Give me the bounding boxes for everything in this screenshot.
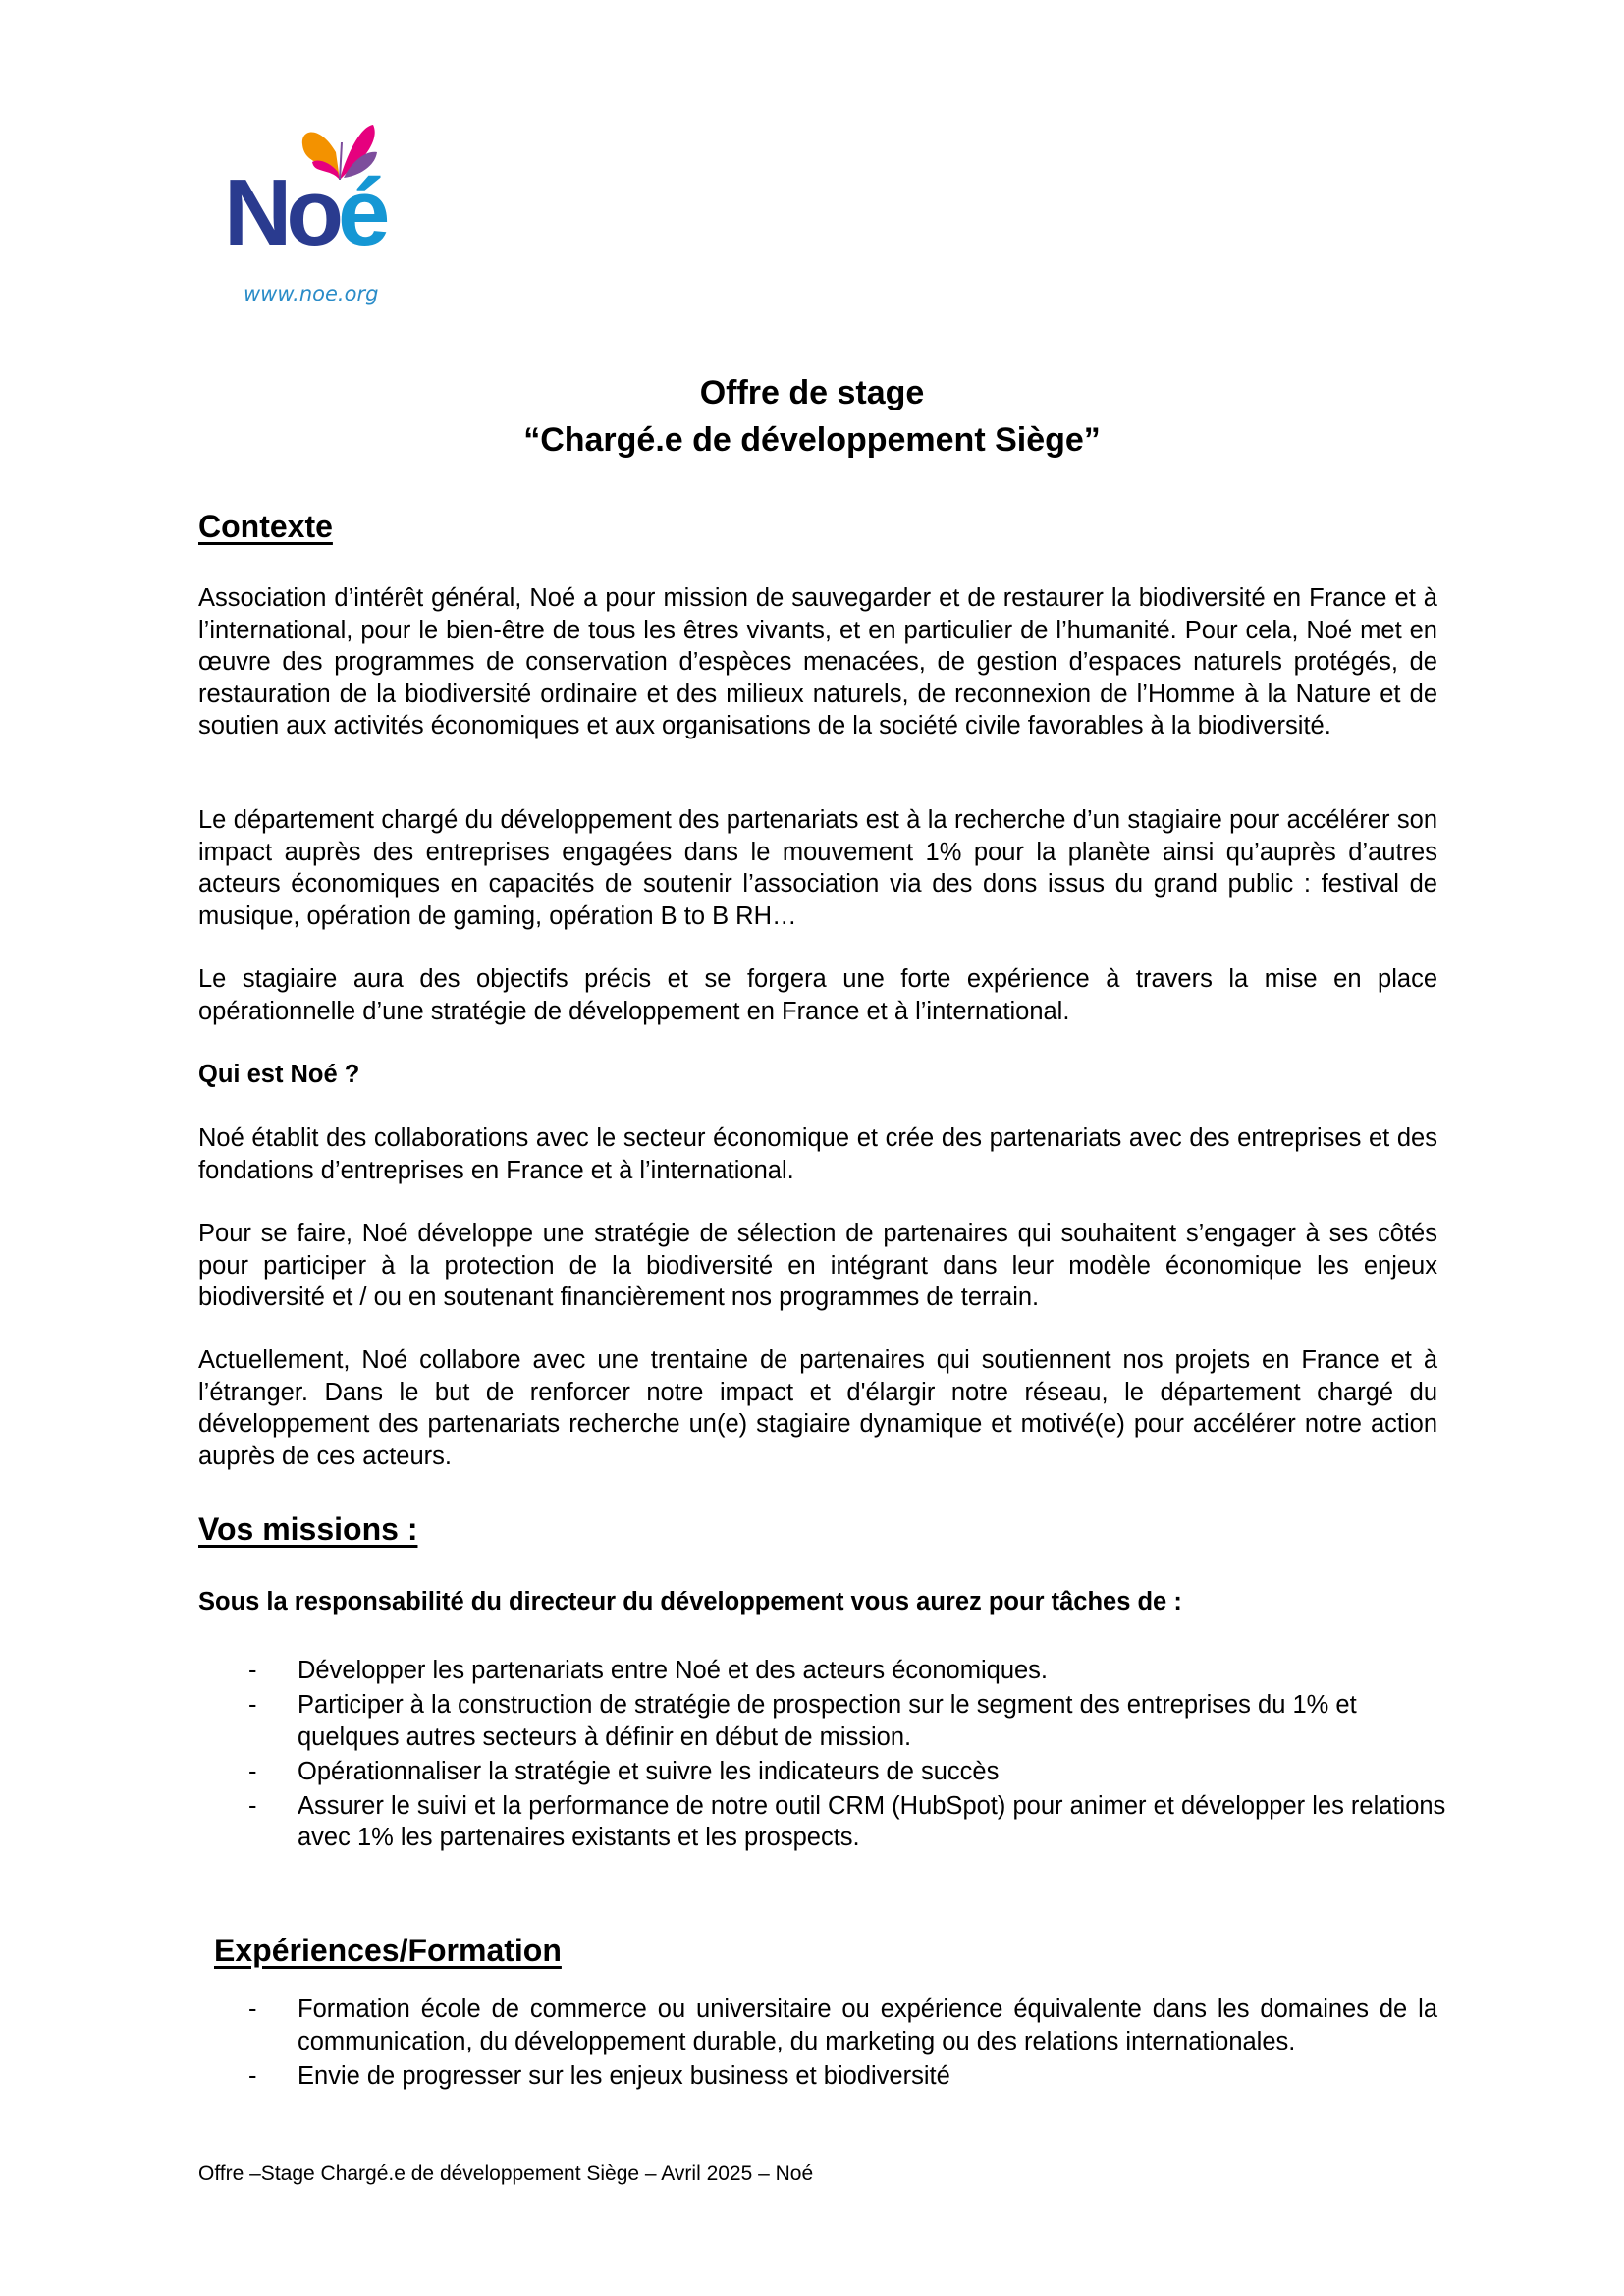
list-dash: -: [248, 1657, 257, 1684]
list-item-text: Développer les partenariats entre Noé et des acteurs économiques.: [298, 1657, 1049, 1684]
list-item-text: Opérationnaliser la stratégie et suivre les indicateurs de succès: [298, 1757, 1000, 1785]
document-subtitle: “Chargé.e de développement Siège”: [523, 421, 1101, 459]
list-dash: -: [248, 1791, 257, 1820]
logo-letter-n: N: [224, 160, 287, 265]
heading-contexte: Contexte: [198, 509, 333, 544]
qui-paragraph-1: Noé établit des collaborations avec le secteur économique et crée des partenariats avec des entreprises et des fondations d’entreprises en France et à l’international.: [198, 1124, 1437, 1184]
contexte-paragraph-2: Le département chargé du développement des partenariats est à la recherche d’un stagiaire pour accélérer son impact auprès des entreprises engagées dans le mouvement 1% pour la planète ainsi qu’auprès d’autres acteurs économiques en capacités de soutenir l’association via des dons issus du grand public : festival de musique, opération de gaming, opération B to B RH…: [198, 806, 1437, 930]
contexte-paragraph-1: Association d’intérêt général, Noé a pour mission de sauvegarder et de restaurer la biodiversité en France et à l’international, pour le bien-être de tous les êtres vivants, et en particulier de l’humanité. Pour cela, Noé met en œuvre des programmes de conservation d’espèces menacées, de gestion d’espaces naturels protégés, de restauration de la biodiversité ordinaire et des milieux naturels, de reconnexion de l’Homme à la Nature et de soutien aux activités économiques et aux organisations de la société civile favorables à la biodiversité.: [198, 584, 1437, 739]
list-item: [248, 1790, 1456, 1854]
list-item-text: Assurer le suivi et la performance de notre outil CRM (HubSpot) pour animer et développer les relations avec 1% les partenaires existants et les prospects.: [298, 1791, 1446, 1851]
list-dash: -: [248, 2061, 257, 2090]
heading-experiences-formation: Expériences/Formation: [214, 1933, 562, 1968]
heading-vos-missions: Vos missions :: [198, 1511, 418, 1547]
list-item-text: Participer à la construction de stratégie de prospection sur le segment des entreprises du 1% et quelques autres secteurs à définir en début de mission.: [298, 1691, 1357, 1751]
contexte-paragraph-3: Le stagiaire aura des objectifs précis et se forgera une forte expérience à travers la mise en place opérationnelle d’une stratégie de développement en France et à l’international.: [198, 965, 1437, 1025]
heading-qui-est-noe: Qui est Noé ?: [198, 1061, 360, 1088]
list-item: [248, 1994, 1437, 2057]
noe-logo: [224, 123, 420, 314]
list-dash: -: [248, 1995, 257, 2023]
experiences-list: [248, 1994, 1437, 2095]
page-footer: Offre –Stage Chargé.e de développement Siège – Avril 2025 – Noé: [198, 2162, 814, 2185]
list-item: [248, 1756, 1456, 1788]
missions-intro: Sous la responsabilité du directeur du développement vous aurez pour tâches de :: [198, 1588, 1182, 1615]
document-title: Offre de stage: [699, 374, 925, 411]
missions-list: [248, 1655, 1456, 1856]
qui-paragraph-3: Actuellement, Noé collabore avec une trentaine de partenaires qui soutiennent nos projets en France et à l’étranger. Dans le but de renforcer notre impact et d'élargir notre réseau, le département chargé du développement des partenariats recherche un(e) stagiaire dynamique et motivé(e) pour accélérer notre action auprès de ces acteurs.: [198, 1346, 1437, 1470]
qui-paragraph-2: Pour se faire, Noé développe une stratégie de sélection de partenaires qui souhaitent s’engager à ses côtés pour participer à la protection de la biodiversité en intégrant dans leur modèle économique les enjeux biodiversité et / ou en soutenant financièrement nos programmes de terrain.: [198, 1220, 1437, 1311]
list-item-text: Envie de progresser sur les enjeux business et biodiversité: [298, 2061, 950, 2090]
logo-wordmark: [224, 160, 385, 265]
list-item: [248, 1655, 1456, 1687]
list-item: [248, 2060, 1437, 2093]
list-item: [248, 1689, 1456, 1753]
logo-letter-o: o: [286, 160, 338, 265]
logo-letter-e: é: [337, 160, 385, 265]
list-item-text: Formation école de commerce ou universitaire ou expérience équivalente dans les domaines de la communication, du développement durable, du marketing ou des relations internationales.: [298, 1995, 1437, 2055]
logo-url: www.noe.org: [244, 282, 379, 305]
list-dash: -: [248, 1757, 257, 1785]
list-dash: -: [248, 1691, 257, 1719]
